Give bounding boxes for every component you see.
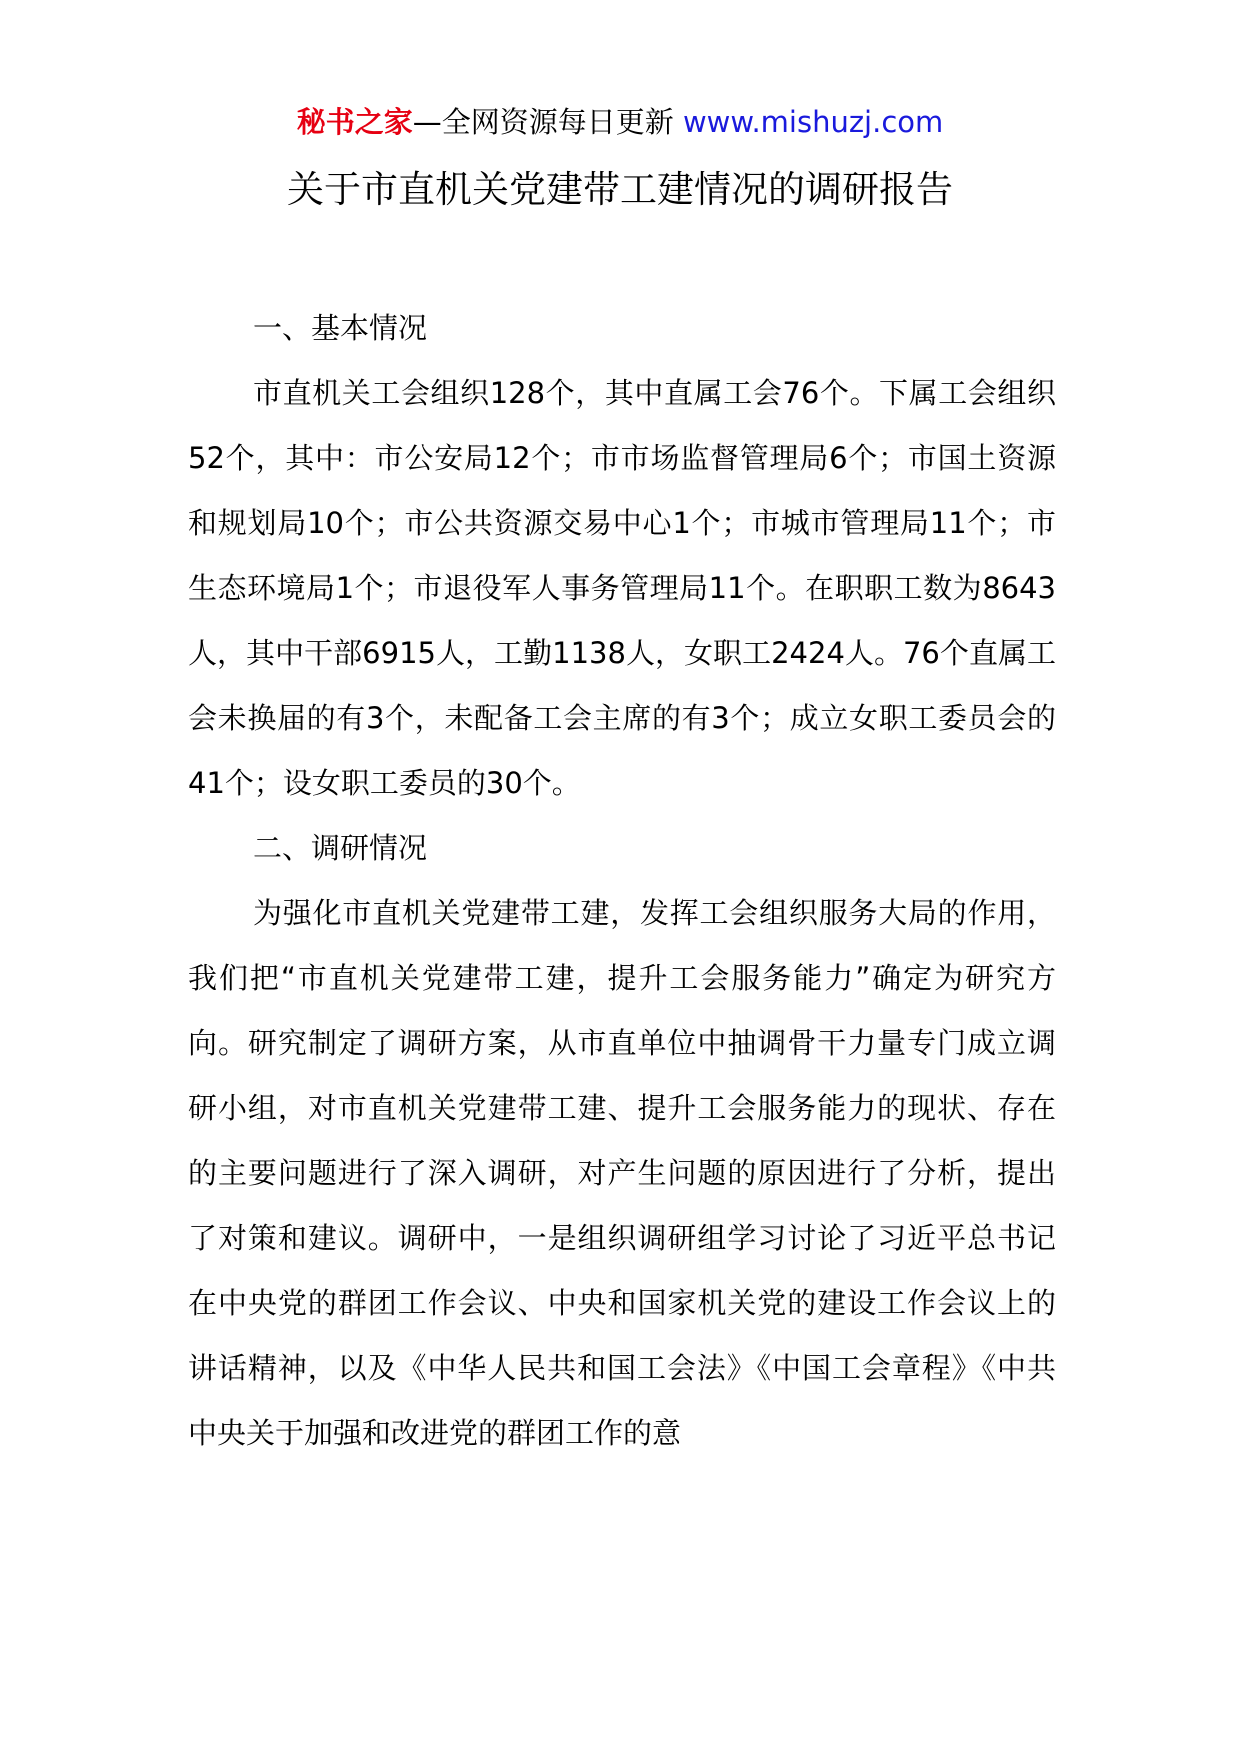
site-header: [0, 102, 1240, 142]
section-paragraph-basic: 市直机关工会组织128个，其中直属工会76个。下属工会组织52个，其中：市公安局12个；市市场监督管理局6个；市国土资源和规划局10个；市公共资源交易中心1个；市城市管理局11个；市生态环境局1个；市退役军人事务管理局11个。在职职工数为8643人，其中干部6915人，工勤1138人，女职工2424人。76个直属工会未换届的有3个，未配备工会主席的有3个；成立女职工委员会的41个；设女职工委员的30个。: [188, 376, 1056, 800]
document-body: [188, 296, 1056, 1466]
document-title: 关于市直机关党建带工建情况的调研报告: [287, 168, 953, 211]
section-paragraph-research: 为强化市直机关党建带工建，发挥工会组织服务大局的作用，我们把“市直机关党建带工建，提升工会服务能力”确定为研究方向。研究制定了调研方案，从市直单位中抽调骨干力量专门成立调研小组，对市直机关党建带工建、提升工会服务能力的现状、存在的主要问题进行了深入调研，对产生问题的原因进行了分析，提出了对策和建议。调研中，一是组织调研组学习讨论了习近平总书记在中央党的群团工作会议、中央和国家机关党的建设工作会议上的讲话精神，以及《中华人民共和国工会法》《中国工会章程》《中共中央关于加强和改进党的群团工作的意: [188, 896, 1056, 1450]
header-tagline: —全网资源每日更新: [412, 105, 683, 139]
section-heading-basic: 一、基本情况: [253, 311, 428, 345]
brand-name: 秘书之家: [296, 105, 413, 139]
section-heading-research: 二、调研情况: [253, 831, 428, 865]
site-url-link[interactable]: www.mishuzj.com: [682, 105, 944, 139]
